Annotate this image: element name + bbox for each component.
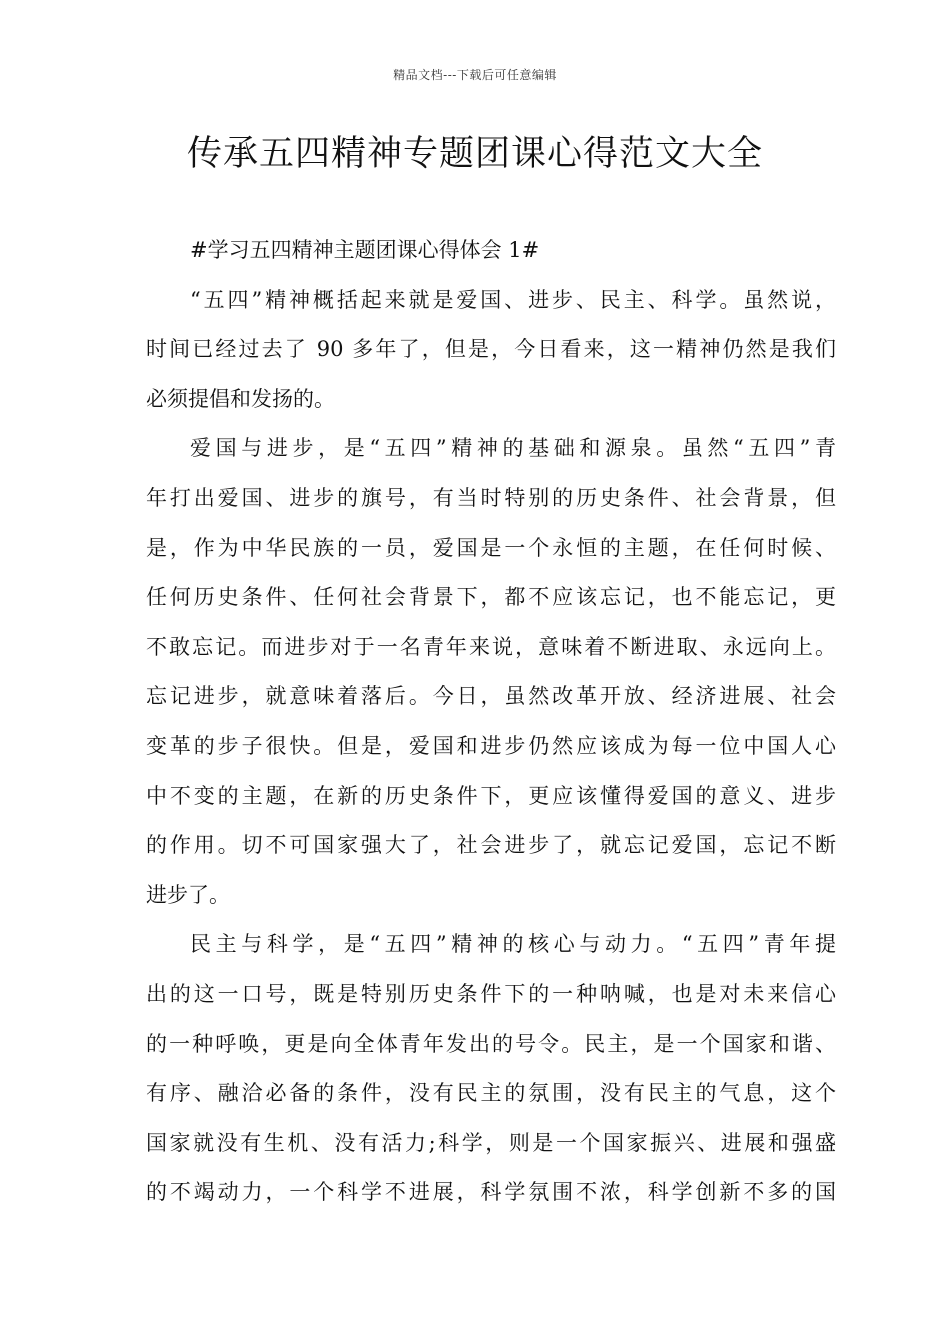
header-note: 精品文档---下载后可任意编辑 xyxy=(393,68,557,82)
paragraph-line: 有序、融洽必备的条件，没有民主的氛围，没有民主的气息，这个 xyxy=(146,1081,836,1106)
paragraph-line: 是，作为中华民族的一员，爱国是一个永恒的主题，在任何时候、 xyxy=(146,535,836,560)
paragraph-line: 变革的步子很快。但是，爱国和进步仍然应该成为每一位中国人心 xyxy=(146,733,836,758)
paragraph-line: 不敢忘记。而进步对于一名青年来说，意味着不断进取、永远向上。 xyxy=(146,634,836,659)
paragraph-line: 进步了。 xyxy=(146,882,230,907)
paragraph xyxy=(146,920,836,1218)
paragraph-line: 国家就没有生机、没有活力;科学，则是一个国家振兴、进展和强盛 xyxy=(146,1130,836,1155)
document-title: 传承五四精神专题团课心得范文大全 xyxy=(186,134,763,174)
paragraph-line: 爱国与进步，是“五四”精神的基础和源泉。虽然“五四”青 xyxy=(190,436,836,461)
paragraph-line: 的作用。切不可国家强大了，社会进步了，就忘记爱国，忘记不断 xyxy=(146,833,836,858)
paragraph-line: 的一种呼唤，更是向全体青年发出的号令。民主，是一个国家和谐、 xyxy=(146,1031,836,1056)
paragraph-line: 必须提倡和发扬的。 xyxy=(146,386,335,411)
paragraph-line: 出的这一口号，既是特别历史条件下的一种呐喊，也是对未来信心 xyxy=(146,981,836,1006)
paragraph-line: 年打出爱国、进步的旗号，有当时特别的历史条件、社会背景，但 xyxy=(146,485,836,510)
paragraph-line: 忘记进步，就意味着落后。今日，虽然改革开放、经济进展、社会 xyxy=(146,684,836,709)
paragraph-line: 的不竭动力，一个科学不进展，科学氛围不浓，科学创新不多的国 xyxy=(146,1180,836,1205)
paragraph-line: 民主与科学，是“五四”精神的核心与动力。“五四”青年提 xyxy=(190,932,836,957)
document-body xyxy=(146,226,836,1218)
section-heading: #学习五四精神主题团课心得体会 1# xyxy=(190,238,540,262)
paragraph-line: “五四”精神概括起来就是爱国、进步、民主、科学。虽然说， xyxy=(190,287,836,312)
paragraph xyxy=(146,276,836,425)
paragraph-line: 中不变的主题，在新的历史条件下，更应该懂得爱国的意义、进步 xyxy=(146,783,836,808)
paragraph-line: 时间已经过去了 90 多年了，但是，今日看来，这一精神仍然是我们 xyxy=(146,337,836,362)
paragraph-line: 任何历史条件、任何社会背景下，都不应该忘记，也不能忘记，更 xyxy=(146,585,836,610)
paragraph xyxy=(146,424,836,920)
